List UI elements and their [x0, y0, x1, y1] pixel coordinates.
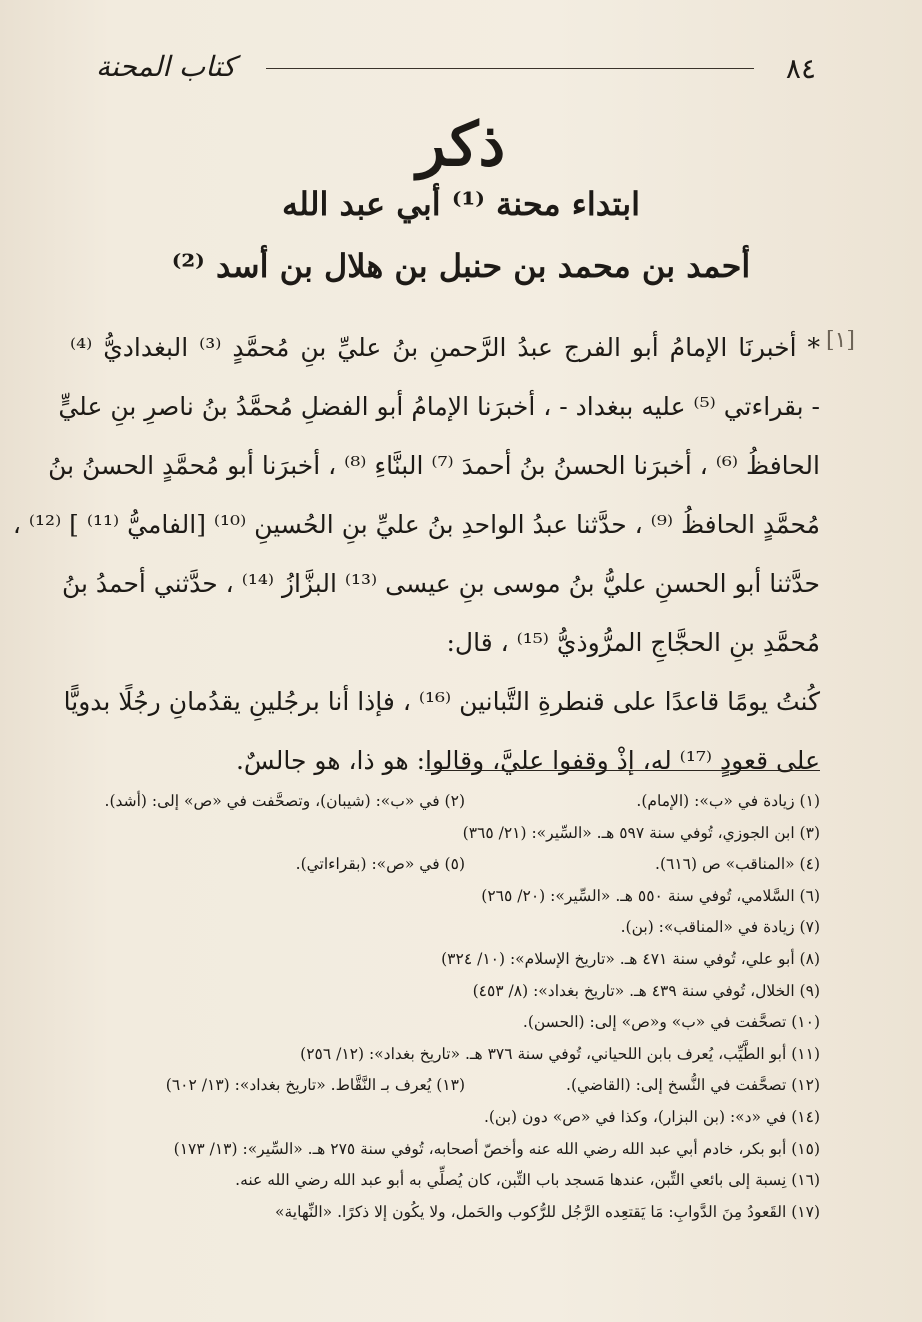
footnote-row [80, 1102, 820, 1134]
chapter-subtitle-line-1: ابتداء محنة ⁽¹⁾ أبي عبد الله [282, 185, 640, 223]
footnote-row [80, 1134, 820, 1166]
footnote-row [80, 786, 820, 818]
page-number: ٨٤ [785, 52, 816, 85]
footnote-row [80, 881, 820, 913]
body-line: كُنتُ يومًا قاعدًا على قنطرةِ التَّبانين ⁽¹⁶⁾ ، فإذا أنا برجُلينِ يقدُمانِ رجُلًا بدويًّا [63, 687, 820, 716]
paragraph-number: [١] [826, 328, 856, 353]
body-line: حدَّثنا أبو الحسنِ عليُّ بنُ موسى بنِ عيسى ⁽¹³⁾ البزَّازُ ⁽¹⁴⁾ ، حدَّثني أحمدُ بنُ [61, 569, 820, 598]
body-line: على قعودٍ ⁽¹⁷⁾ له، إذْ وقفوا عليَّ، وقالوا: هو ذا، هو جالسٌ. [235, 746, 820, 775]
footnote-separator [425, 770, 820, 771]
footnote-row [80, 849, 820, 881]
footnote-row [80, 1197, 820, 1229]
chapter-title: ذكر [416, 110, 506, 180]
body-line: الحافظُ ⁽⁶⁾ ، أخبرَنا الحسنُ بنُ أحمدَ ⁽⁷⁾ البنَّاءِ ⁽⁸⁾ ، أخبرَنا أبو مُحمَّدٍ الحسنُ بنُ [48, 451, 820, 480]
footnote-13: (١٣) يُعرف بـ النَّقَّاط. «تاريخ بغداد»: (١٣/ ٦٠٢) [165, 1076, 465, 1095]
footnotes [80, 786, 820, 1228]
footnote-7: (٧) زيادة في «المناقب»: (بن). [620, 918, 820, 937]
running-title: كتاب المحنة [96, 50, 236, 83]
footnote-12: (١٢) تصحَّفت في النُّسخ إلى: (القاضي). [566, 1076, 820, 1095]
footnote-16: (١٦) نِسبة إلى بائعي التِّبن، عندها مَسجد باب التِّبن، كان يُصلِّي به أبو عبد الله رضي الله عنه. [235, 1171, 820, 1190]
body-line: مُحمَّدِ بنِ الحجَّاجِ المرُّوذيُّ ⁽¹⁵⁾ ، قال: [446, 628, 820, 657]
footnote-6: (٦) السَّلامي، تُوفي سنة ٥٥٠ هـ. «السِّير»: (٢٠/ ٢٦٥) [481, 886, 820, 905]
body-text [12, 318, 820, 790]
footnote-row [80, 1039, 820, 1071]
header-rule [266, 68, 754, 69]
chapter-subtitle-line-2: أحمد بن محمد بن حنبل بن هلال بن أسد ⁽²⁾ [171, 247, 751, 285]
footnote-row [80, 912, 820, 944]
footnote-11: (١١) أبو الطَّيِّب، يُعرف بابن اللحياني، تُوفي سنة ٣٧٦ هـ. «تاريخ بغداد»: (١٢/ ٢٥٦) [300, 1044, 820, 1063]
footnote-2: (٢) في «ب»: (شيبان)، وتصحَّفت في «ص» إلى: (أشد). [104, 792, 465, 810]
footnote-row [80, 1165, 820, 1197]
footnote-14: (١٤) في «د»: (بن البزار)، وكذا في «ص» دون (بن). [483, 1107, 820, 1126]
page-header [96, 46, 816, 96]
footnote-row [80, 1007, 820, 1039]
footnote-row [80, 818, 820, 850]
footnote-8: (٨) أبو علي، تُوفي سنة ٤٧١ هـ. «تاريخ الإسلام»: (١٠/ ٣٢٤) [441, 949, 820, 968]
footnote-4: (٤) «المناقب» ص (٦١٦). [655, 855, 820, 874]
footnote-row [80, 976, 820, 1008]
body-line: * أخبرنَا الإمامُ أبو الفرج عبدُ الرَّحمنِ بنُ عليِّ بنِ مُحمَّدٍ ⁽³⁾ البغداديُّ ⁽⁴⁾ [70, 333, 820, 362]
footnote-15: (١٥) أبو بكر، خادم أبي عبد الله رضي الله عنه وأخصّ أصحابه، تُوفي سنة ٢٧٥ هـ. «السِّير»: (١٣/ ١٧٣) [173, 1139, 820, 1158]
footnote-17: (١٧) القَعودُ مِنَ الدَّوابِ: مَا يَقتعِده الرَّجُل للرُّكوب والحَمل، ولا يكُون إلا ذكرًا. «النِّهاية» [274, 1202, 820, 1221]
footnote-3: (٣) ابن الجوزي، تُوفي سنة ٥٩٧ هـ. «السِّير»: (٢١/ ٣٦٥) [462, 823, 820, 842]
footnote-5: (٥) في «ص»: (بقراءاتي). [295, 855, 465, 874]
footnote-row [80, 1070, 820, 1102]
footnote-9: (٩) الخلال، تُوفي سنة ٤٣٩ هـ. «تاريخ بغداد»: (٨/ ٤٥٣) [472, 981, 820, 1000]
footnote-row [80, 944, 820, 976]
body-line: مُحمَّدٍ الحافظُ ⁽⁹⁾ ، حدَّثنا عبدُ الواحدِ بنُ عليِّ بنِ الحُسينِ ⁽¹⁰⁾ [الفاميُّ ⁽¹¹⁾ ] ⁽¹²⁾ ، [12, 510, 820, 539]
footnote-10: (١٠) تصحَّفت في «ب» و«ص» إلى: (الحسن). [522, 1013, 820, 1032]
footnote-1: (١) زيادة في «ب»: (الإمام). [636, 792, 820, 810]
body-line: - بقراءتي ⁽⁵⁾ عليه ببغداد - ، أخبرَنا الإمامُ أبو الفضلِ مُحمَّدُ بنُ ناصرِ بنِ عليٍّ [58, 392, 820, 421]
